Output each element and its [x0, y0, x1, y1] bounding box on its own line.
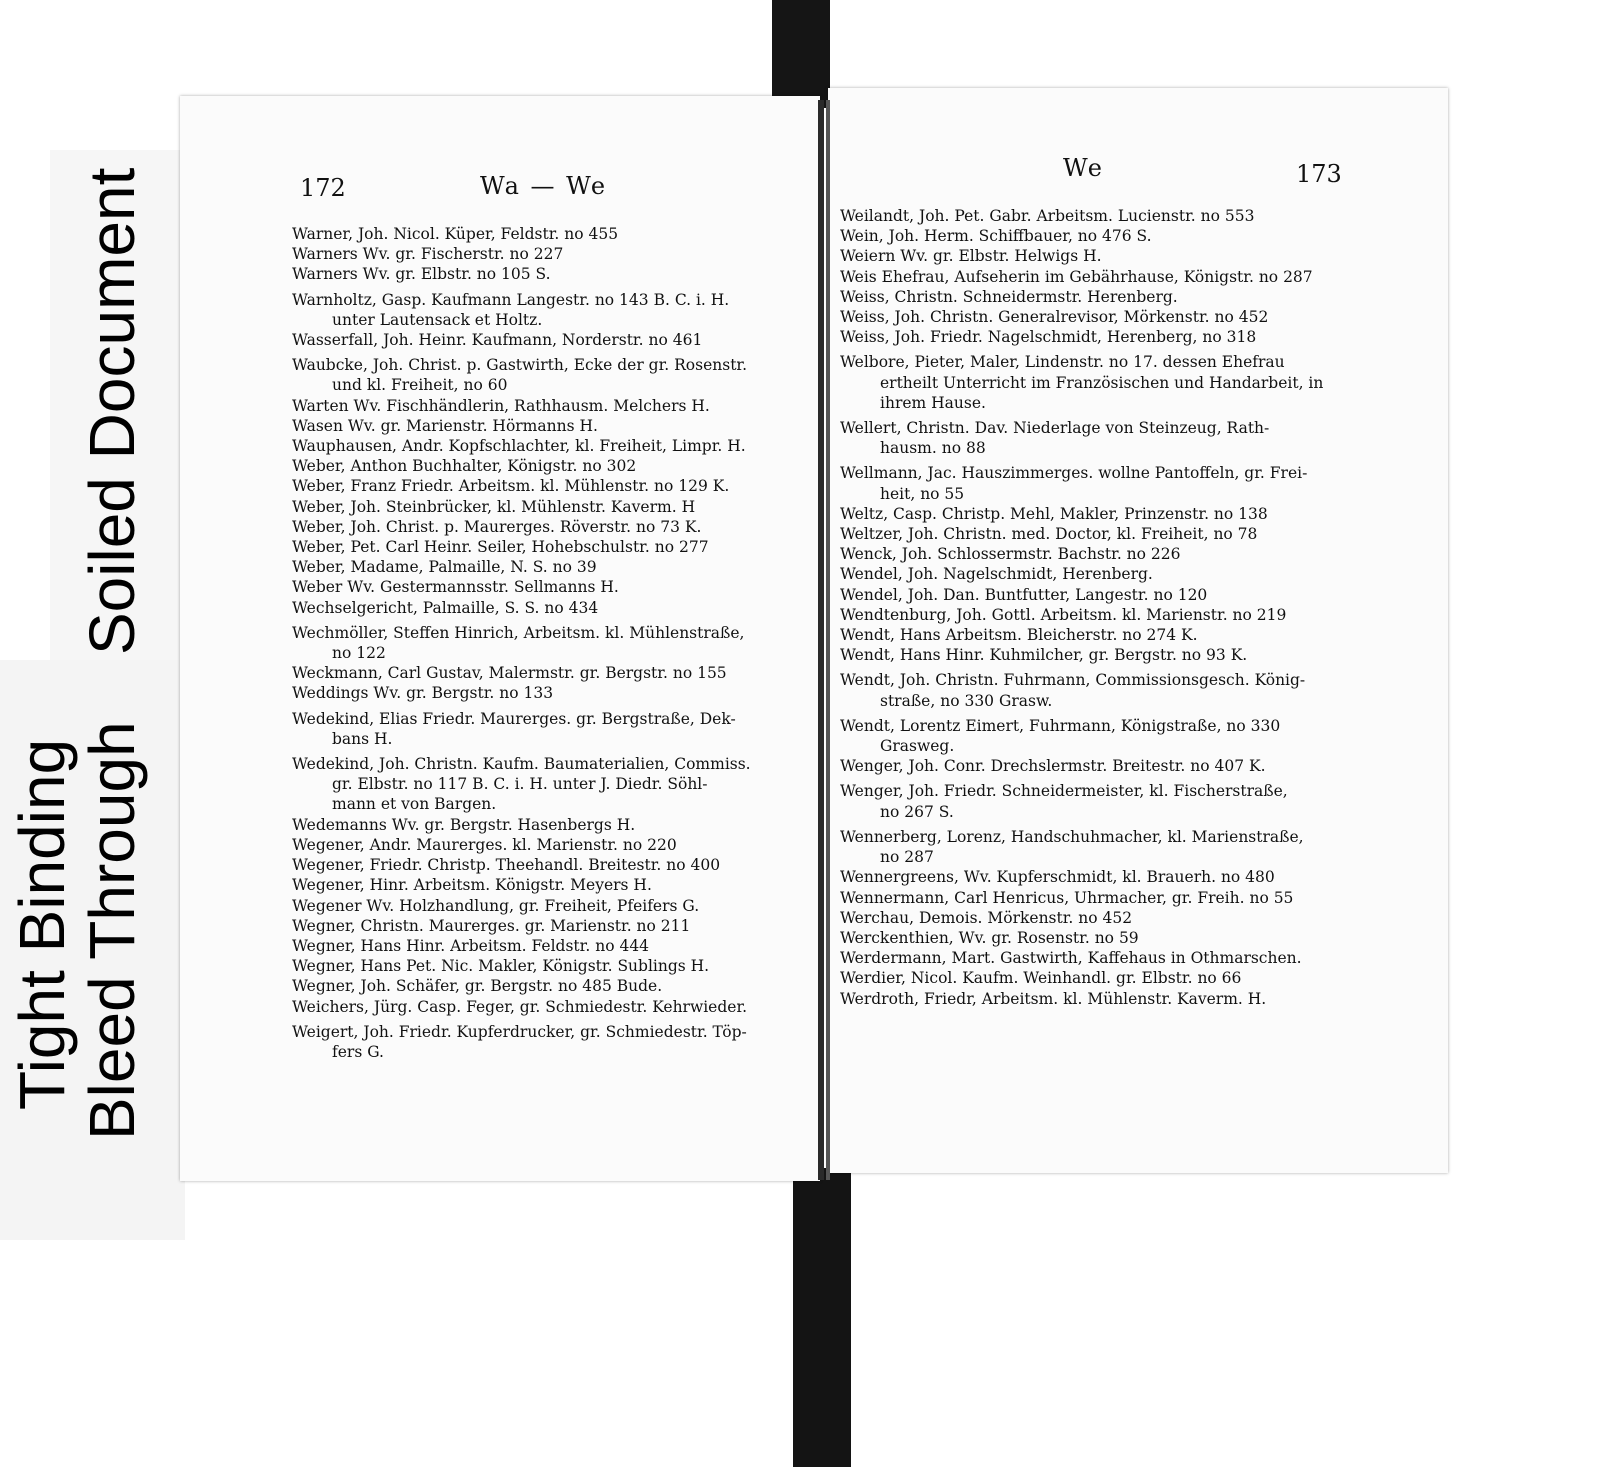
entry-line: Wennermann, Carl Henricus, Uhrmacher, gr. Freih. no 55 [840, 888, 1294, 907]
soiled-document-label: Soiled Document [76, 167, 148, 655]
directory-entry [292, 598, 751, 618]
right-page-number: 173 [1296, 160, 1342, 188]
directory-entry [840, 504, 1323, 524]
directory-entry [840, 544, 1323, 564]
entry-line: Weber, Madame, Palmaille, N. S. no 39 [292, 558, 597, 577]
directory-entry [292, 855, 751, 875]
entry-line: Weber, Joh. Christ. p. Maurerges. Röverstr. no 73 K. [292, 517, 702, 536]
directory-entry [292, 875, 751, 895]
entry-continuation-line: hausm. no 88 [880, 439, 986, 458]
right-running-head: We [1063, 154, 1104, 182]
entry-continuation-line: heit, no 55 [880, 484, 965, 503]
entry-continuation-line: bans H. [332, 729, 393, 748]
directory-entry [840, 564, 1323, 584]
entry-line: Wegener, Hinr. Arbeitsm. Königstr. Meyers H. [292, 876, 652, 895]
directory-entry [840, 908, 1323, 928]
directory-entry [840, 989, 1323, 1009]
directory-entry [840, 756, 1323, 776]
entry-line: Wenck, Joh. Schlossermstr. Bachstr. no 226 [840, 545, 1181, 564]
directory-entry [840, 463, 1323, 503]
tight-binding-label: Tight Binding [6, 738, 78, 1110]
directory-entry [840, 968, 1323, 988]
entry-line: Waubcke, Joh. Christ. p. Gastwirth, Ecke der gr. Rosenstr. [292, 356, 748, 375]
directory-entry [840, 287, 1323, 307]
entry-line: Wendt, Hans Hinr. Kuhmilcher, gr. Bergstr. no 93 K. [840, 646, 1248, 665]
entry-line: Weckmann, Carl Gustav, Malermstr. gr. Bergstr. no 155 [292, 664, 727, 683]
directory-entry [292, 416, 751, 436]
entry-line: Weichers, Jürg. Casp. Feger, gr. Schmiedestr. Kehrwieder. [292, 997, 748, 1016]
entry-line: Warners Wv. gr. Fischerstr. no 227 [292, 245, 564, 264]
directory-entry [840, 352, 1323, 413]
left-entries [292, 224, 751, 1062]
entry-line: Wenger, Joh. Conr. Drechslermstr. Breitestr. no 407 K. [840, 757, 1266, 776]
entry-line: Weltzer, Joh. Christn. med. Doctor, kl. Freiheit, no 78 [840, 525, 1258, 544]
directory-entry [292, 956, 751, 976]
directory-entry [840, 827, 1323, 867]
directory-entry [840, 867, 1323, 887]
directory-entry [840, 605, 1323, 625]
directory-entry [840, 585, 1323, 605]
entry-line: Weltz, Casp. Christp. Mehl, Makler, Prinzenstr. no 138 [840, 504, 1268, 523]
entry-line: Weber, Anthon Buchhalter, Königstr. no 302 [292, 457, 637, 476]
directory-entry [840, 888, 1323, 908]
entry-line: Weiss, Joh. Christn. Generalrevisor, Mörkenstr. no 452 [840, 308, 1269, 327]
entry-line: Wechselgericht, Palmaille, S. S. no 434 [292, 598, 599, 617]
entry-line: Wegner, Hans Pet. Nic. Makler, Königstr. Sublings H. [292, 957, 710, 976]
directory-entry [292, 557, 751, 577]
directory-entry [840, 418, 1323, 458]
binding-strap-top [772, 0, 830, 108]
directory-entry [840, 327, 1323, 347]
directory-entry [292, 754, 751, 815]
directory-entry [292, 264, 751, 284]
directory-entry [840, 246, 1323, 266]
entry-line: Wedekind, Elias Friedr. Maurerges. gr. Bergstraße, Dek- [292, 709, 736, 728]
directory-entry [292, 896, 751, 916]
entry-continuation-line: fers G. [332, 1042, 384, 1061]
entry-line: Wendel, Joh. Dan. Buntfutter, Langestr. no 120 [840, 585, 1208, 604]
entry-line: Wechmöller, Steffen Hinrich, Arbeitsm. kl. Mühlenstraße, [292, 623, 745, 642]
directory-entry [292, 517, 751, 537]
directory-entry [292, 835, 751, 855]
entry-line: Wennerberg, Lorenz, Handschuhmacher, kl. Marienstraße, [840, 827, 1304, 846]
directory-entry [292, 577, 751, 597]
directory-entry [292, 290, 751, 330]
entry-continuation-line: ihrem Hause. [880, 393, 986, 412]
gutter-line [818, 100, 824, 1180]
entry-continuation-line: straße, no 330 Grasw. [880, 691, 1053, 710]
entry-line: Wellmann, Jac. Hauszimmerges. wollne Pantoffeln, gr. Frei- [840, 464, 1308, 483]
entry-line: Weddings Wv. gr. Bergstr. no 133 [292, 684, 554, 703]
directory-entry [292, 436, 751, 456]
entry-line: Wegener Wv. Holzhandlung, gr. Freiheit, Pfeifers G. [292, 896, 700, 915]
entry-line: Wendel, Joh. Nagelschmidt, Herenberg. [840, 565, 1153, 584]
directory-entry [292, 1022, 751, 1062]
entry-continuation-line: gr. Elbstr. no 117 B. C. i. H. unter J. Diedr. Söhl- [332, 775, 708, 794]
directory-entry [840, 307, 1323, 327]
entry-continuation-line: mann et von Bargen. [332, 795, 497, 814]
right-page [828, 88, 1448, 1173]
entry-line: Wegener, Andr. Maurerges. kl. Marienstr. no 220 [292, 835, 677, 854]
directory-entry [292, 936, 751, 956]
entry-line: Wedemanns Wv. gr. Bergstr. Hasenbergs H. [292, 815, 636, 834]
entry-line: Wedekind, Joh. Christn. Kaufm. Baumaterialien, Commiss. [292, 755, 751, 774]
entry-line: Werdier, Nicol. Kaufm. Weinhandl. gr. Elbstr. no 66 [840, 969, 1242, 988]
entry-line: Welbore, Pieter, Maler, Lindenstr. no 17. dessen Ehefrau [840, 353, 1285, 372]
directory-entry [840, 524, 1323, 544]
entry-line: Weiss, Joh. Friedr. Nagelschmidt, Herenberg, no 318 [840, 328, 1257, 347]
right-entries [840, 206, 1323, 1009]
entry-line: Werdroth, Friedr, Arbeitsm. kl. Mühlenstr. Kaverm. H. [840, 989, 1267, 1008]
entry-line: Weigert, Joh. Friedr. Kupferdrucker, gr. Schmiedestr. Töp- [292, 1022, 747, 1041]
directory-entry [292, 476, 751, 496]
directory-entry [292, 997, 751, 1017]
entry-continuation-line: no 287 [880, 848, 934, 867]
entry-line: Weis Ehefrau, Aufseherin im Gebährhause, Königstr. no 287 [840, 267, 1313, 286]
gutter-shadow [826, 100, 830, 1180]
entry-line: Wegner, Hans Hinr. Arbeitsm. Feldstr. no 444 [292, 936, 650, 955]
directory-entry [292, 330, 751, 350]
entry-line: Warten Wv. Fischhändlerin, Rathhausm. Melchers H. [292, 396, 710, 415]
entry-continuation-line: und kl. Freiheit, no 60 [332, 376, 508, 395]
left-page-number: 172 [300, 174, 346, 202]
directory-entry [292, 623, 751, 663]
entry-line: Wendt, Hans Arbeitsm. Bleicherstr. no 274 K. [840, 626, 1198, 645]
left-page [180, 96, 820, 1181]
entry-line: Warner, Joh. Nicol. Küper, Feldstr. no 455 [292, 225, 619, 243]
entry-line: Wegener, Friedr. Christp. Theehandl. Breitestr. no 400 [292, 856, 721, 875]
directory-entry [840, 928, 1323, 948]
entry-continuation-line: no 267 S. [880, 802, 954, 821]
directory-entry [292, 976, 751, 996]
entry-line: Weber, Joh. Steinbrücker, kl. Mühlenstr. Kaverm. H [292, 497, 696, 516]
directory-entry [292, 663, 751, 683]
directory-entry [840, 267, 1323, 287]
entry-continuation-line: unter Lautensack et Holtz. [332, 310, 543, 329]
entry-line: Weiern Wv. gr. Elbstr. Helwigs H. [840, 247, 1102, 266]
entry-line: Weiss, Christn. Schneidermstr. Herenberg. [840, 287, 1178, 306]
directory-entry [840, 206, 1323, 226]
directory-entry [840, 781, 1323, 821]
directory-entry [840, 645, 1323, 665]
binding-strap-bottom [793, 1168, 851, 1467]
directory-entry [292, 537, 751, 557]
entry-line: Warnholtz, Gasp. Kaufmann Langestr. no 143 B. C. i. H. [292, 290, 730, 309]
entry-line: Wasserfall, Joh. Heinr. Kaufmann, Norderstr. no 461 [292, 331, 703, 350]
directory-entry [292, 244, 751, 264]
entry-line: Weber, Franz Friedr. Arbeitsm. kl. Mühlenstr. no 129 K. [292, 477, 730, 496]
entry-line: Warners Wv. gr. Elbstr. no 105 S. [292, 265, 551, 284]
directory-entry [292, 497, 751, 517]
entry-line: Wasen Wv. gr. Marienstr. Hörmanns H. [292, 416, 598, 435]
entry-line: Weilandt, Joh. Pet. Gabr. Arbeitsm. Lucienstr. no 553 [840, 207, 1255, 225]
directory-entry [840, 670, 1323, 710]
directory-entry [292, 683, 751, 703]
entry-continuation-line: Grasweg. [880, 737, 955, 756]
entry-line: Wegner, Joh. Schäfer, gr. Bergstr. no 485 Bude. [292, 977, 663, 996]
entry-line: Weber Wv. Gestermannsstr. Sellmanns H. [292, 578, 619, 597]
entry-line: Wein, Joh. Herm. Schiffbauer, no 476 S. [840, 227, 1152, 246]
directory-entry [840, 716, 1323, 756]
entry-line: Wendt, Joh. Christn. Fuhrmann, Commissionsgesch. König- [840, 671, 1306, 690]
directory-entry [292, 396, 751, 416]
directory-entry [292, 916, 751, 936]
entry-line: Wauphausen, Andr. Kopfschlachter, kl. Freiheit, Limpr. H. [292, 437, 746, 456]
entry-line: Wennergreens, Wv. Kupferschmidt, kl. Brauerh. no 480 [840, 868, 1275, 887]
directory-entry [840, 948, 1323, 968]
entry-line: Werckenthien, Wv. gr. Rosenstr. no 59 [840, 928, 1139, 947]
entry-line: Wendtenburg, Joh. Gottl. Arbeitsm. kl. Marienstr. no 219 [840, 605, 1287, 624]
entry-line: Wegner, Christn. Maurerges. gr. Marienstr. no 211 [292, 916, 691, 935]
entry-continuation-line: ertheilt Unterricht im Französischen und Handarbeit, in [880, 373, 1324, 392]
directory-entry [292, 815, 751, 835]
directory-entry [292, 355, 751, 395]
directory-entry [840, 625, 1323, 645]
entry-line: Wellert, Christn. Dav. Niederlage von Steinzeug, Rath- [840, 419, 1270, 438]
directory-entry [292, 709, 751, 749]
left-running-head: Wa — We [480, 172, 608, 200]
entry-continuation-line: no 122 [332, 644, 386, 663]
directory-entry [840, 226, 1323, 246]
bleed-through-label: Bleed Through [76, 721, 148, 1140]
entry-line: Werdermann, Mart. Gastwirth, Kaffehaus in Othmarschen. [840, 949, 1302, 968]
directory-entry [292, 224, 751, 244]
directory-entry [292, 456, 751, 476]
entry-line: Wenger, Joh. Friedr. Schneidermeister, kl. Fischerstraße, [840, 782, 1288, 801]
entry-line: Wendt, Lorentz Eimert, Fuhrmann, Königstraße, no 330 [840, 716, 1281, 735]
entry-line: Werchau, Demois. Mörkenstr. no 452 [840, 908, 1133, 927]
entry-line: Weber, Pet. Carl Heinr. Seiler, Hohebschulstr. no 277 [292, 538, 709, 557]
